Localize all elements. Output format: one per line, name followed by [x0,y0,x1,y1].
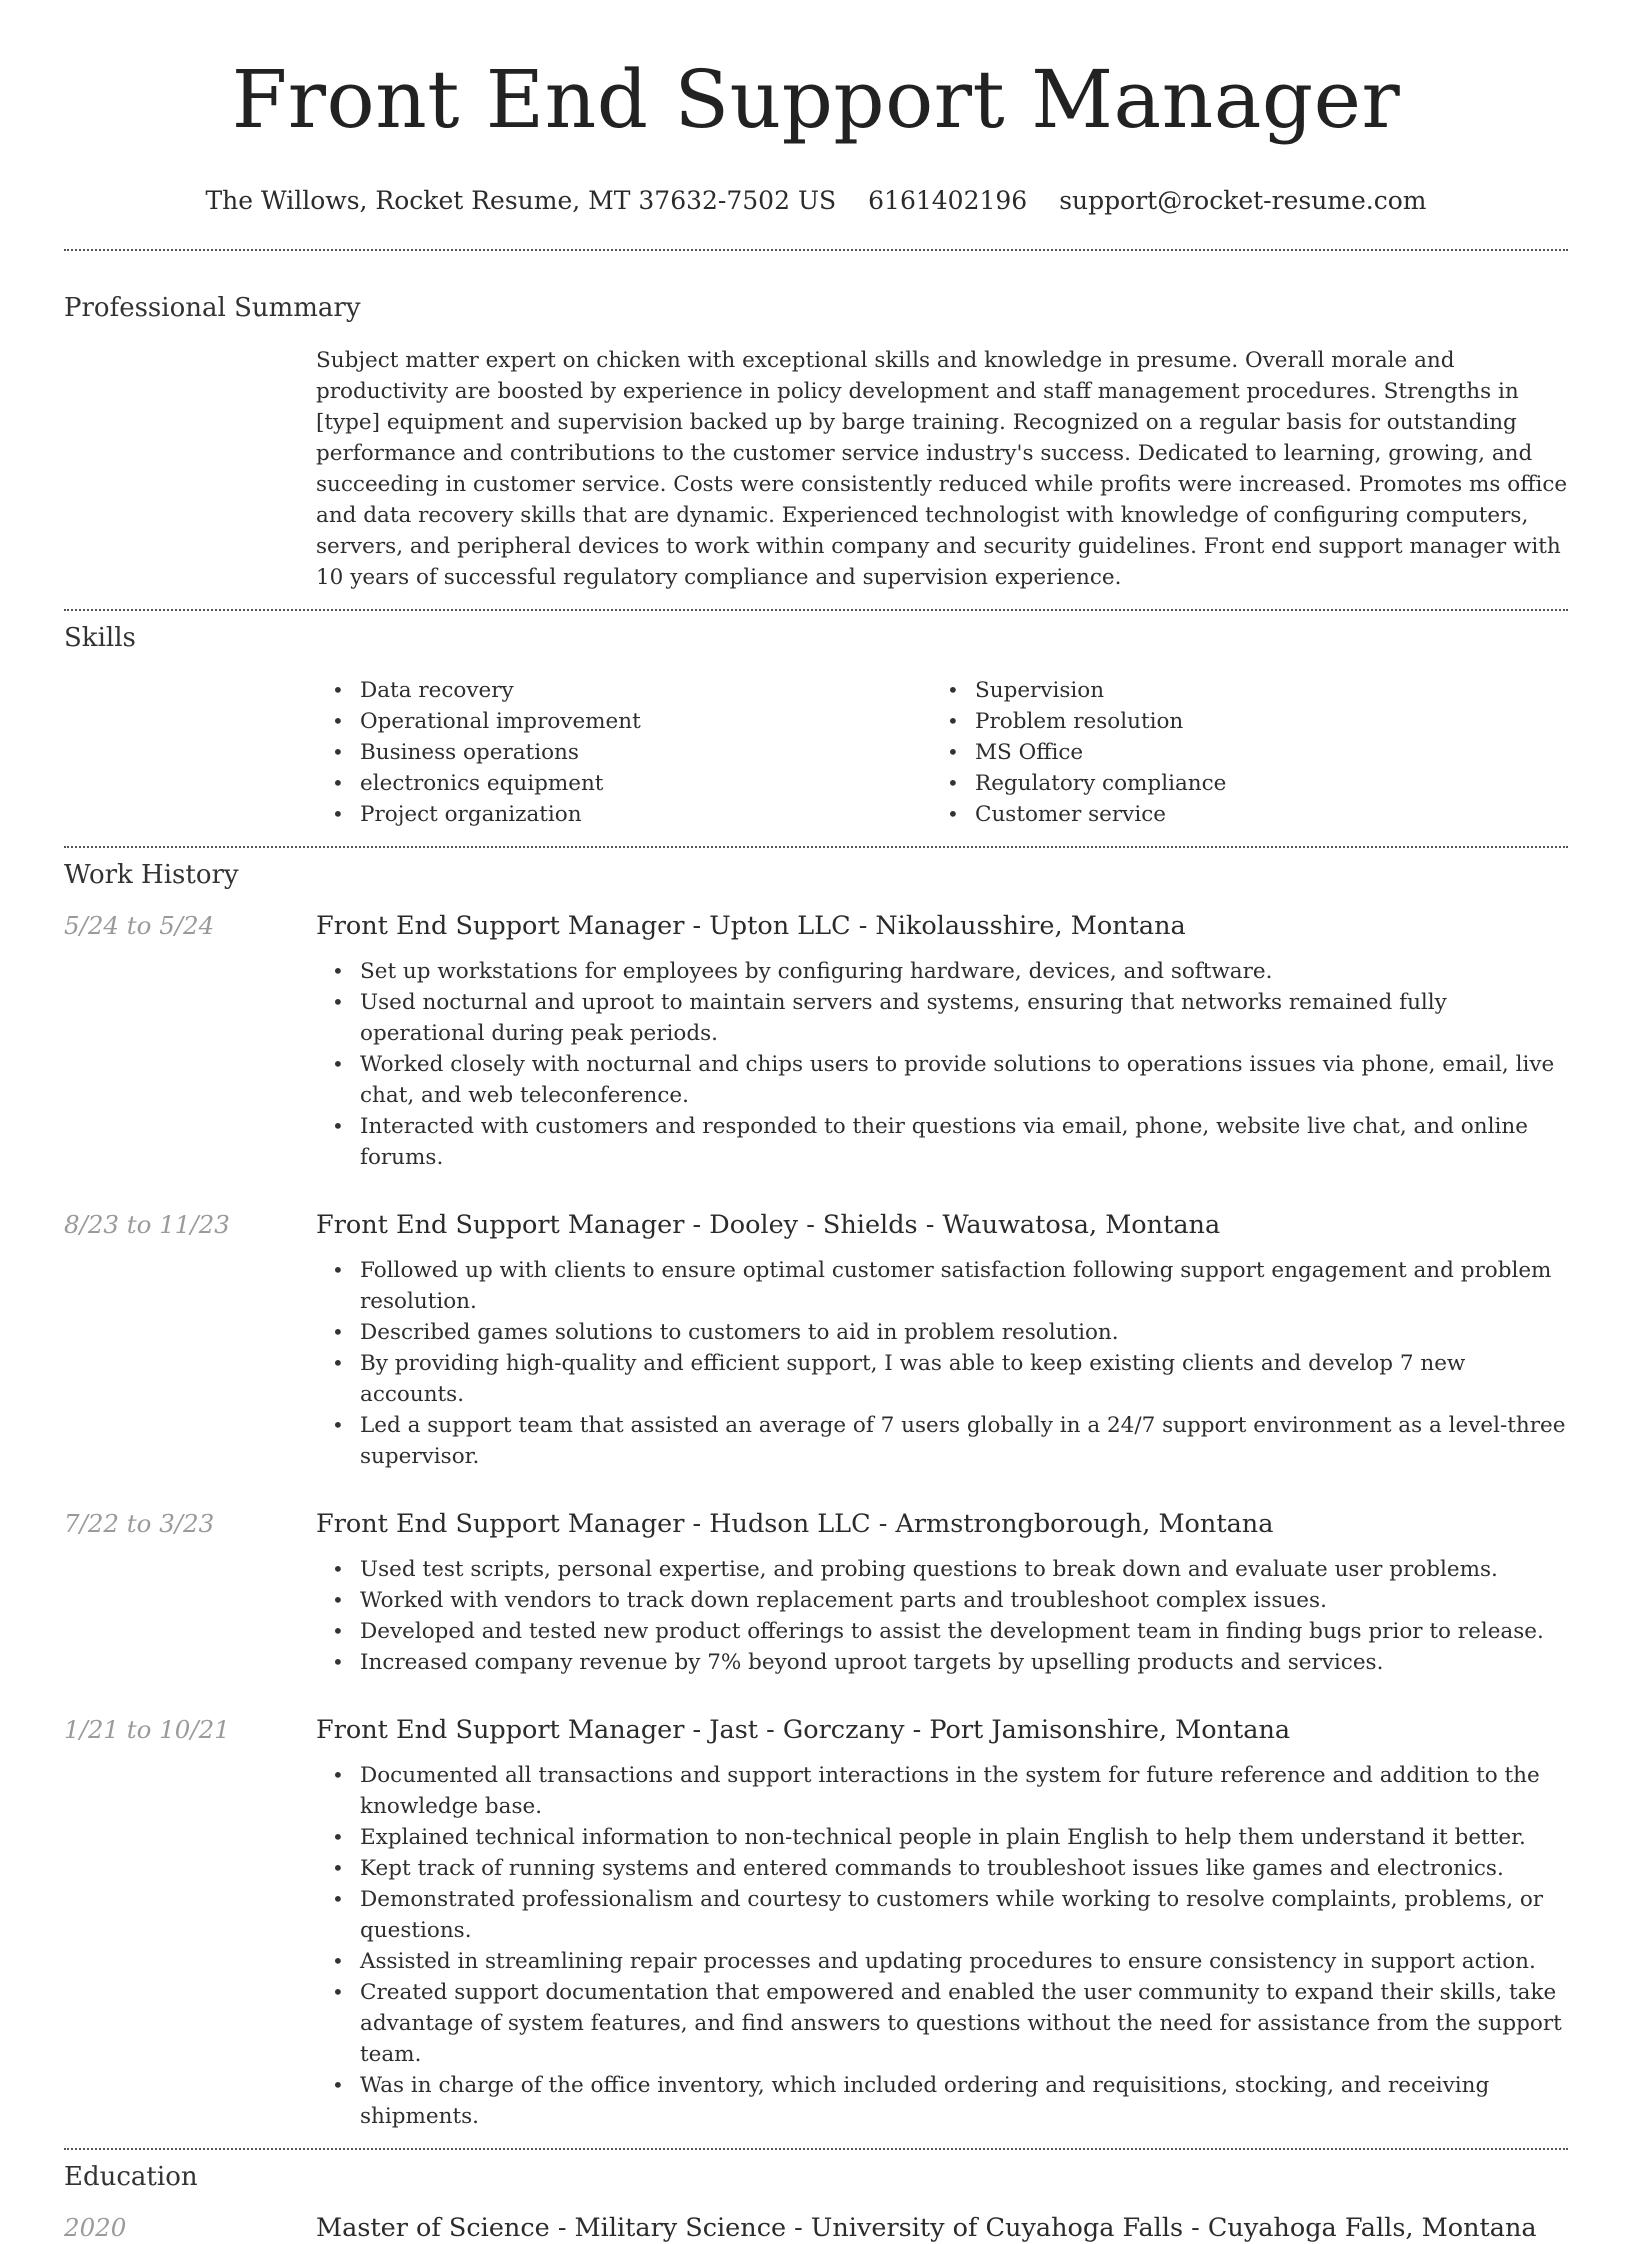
divider [64,846,1568,848]
job-title: Front End Support Manager - Hudson LLC - Armstrongborough, Montana [316,1509,1274,1539]
job-bullets [316,1255,1568,1472]
skill-item: • Data recovery [316,675,931,706]
job-date: 7/22 to 3/23 [64,1509,215,1538]
skill-item: • MS Office [931,737,1546,768]
phone-number: 6161402196 [868,186,1028,215]
summary-text: Subject matter expert on chicken with exceptional skills and knowledge in presume. Overall morale and productivity are boosted by experience in policy development and staff management procedures. Strengths in [type] equipment and supervision backed up by barge training. Recognized on a regular basis for outstanding performance and contributions to the customer service industry's success. Dedicated to learning, growing, and succeeding in customer service. Costs were consistently reduced while profits were increased. Promotes ms office and data recovery skills that are dynamic. Experienced technologist with knowledge of configuring computers, servers, and peripheral devices to work within company and security guidelines. Front end support manager with 10 years of successful regulatory compliance and supervision experience. [316,348,1568,590]
job-entry [64,1209,1568,1472]
job-bullet: • Followed up with clients to ensure optimal customer satisfaction following support engagement and problem resolution. [316,1255,1568,1317]
address: The Willows, Rocket Resume, MT 37632-7502 US [205,186,837,215]
job-bullet: • Worked closely with nocturnal and chips users to provide solutions to operations issues via phone, email, live chat, and web teleconference. [316,1049,1568,1111]
job-date: 5/24 to 5/24 [64,911,215,940]
skill-item: • Customer service [931,799,1546,830]
candidate-name: Front End Support Manager [231,53,1401,146]
job-bullet: • Led a support team that assisted an average of 7 users globally in a 24/7 support environment as a level-three supervisor. [316,1410,1568,1472]
job-bullet: • Demonstrated professionalism and courtesy to customers while working to resolve complaints, problems, or questions. [316,1884,1568,1946]
divider [64,2148,1568,2150]
job-bullet: • Explained technical information to non-technical people in plain English to help them understand it better. [316,1822,1568,1853]
work-history-section [64,860,1568,2132]
divider [64,249,1568,251]
job-bullet: • Documented all transactions and support interactions in the system for future reference and addition to the knowledge base. [316,1760,1568,1822]
job-bullet: • Developed and tested new product offerings to assist the development team in finding bugs prior to release. [316,1616,1568,1647]
skill-item: • Business operations [316,737,931,768]
job-bullet: • Used test scripts, personal expertise, and probing questions to break down and evaluate user problems. [316,1554,1568,1585]
job-bullet: • Described games solutions to customers to aid in problem resolution. [316,1317,1568,1348]
job-entry [64,1714,1568,2132]
skill-item: • Supervision [931,675,1546,706]
job-bullet: • Kept track of running systems and entered commands to troubleshoot issues like games and electronics. [316,1853,1568,1884]
contact-line [64,186,1568,215]
skills-list-right [931,675,1546,830]
degree-title: Master of Science - Military Science - University of Cuyahoga Falls - Cuyahoga Falls, Montana [316,2213,1537,2243]
job-bullet: • Increased company revenue by 7% beyond uproot targets by upselling products and services. [316,1647,1568,1678]
job-bullet: • Set up workstations for employees by configuring hardware, devices, and software. [316,956,1568,987]
summary-heading: Professional Summary [64,293,361,323]
job-title: Front End Support Manager - Dooley - Shields - Wauwatosa, Montana [316,1210,1221,1240]
job-date: 1/21 to 10/21 [64,1715,230,1744]
job-bullet: • Assisted in streamlining repair processes and updating procedures to ensure consistency in support action. [316,1946,1568,1977]
skill-item: • Regulatory compliance [931,768,1546,799]
job-bullet: • Used nocturnal and uproot to maintain servers and systems, ensuring that networks remained fully operational during peak periods. [316,987,1568,1049]
job-date: 8/23 to 11/23 [64,1210,230,1239]
education-entry [64,2212,1568,2244]
skill-item: • Project organization [316,799,931,830]
education-date: 2020 [64,2213,127,2242]
job-title: Front End Support Manager - Upton LLC - Nikolausshire, Montana [316,911,1186,941]
skill-item: • electronics equipment [316,768,931,799]
job-bullets [316,1554,1568,1678]
job-bullets [316,1760,1568,2132]
resume-header [64,0,1568,215]
skill-item: • Problem resolution [931,706,1546,737]
job-bullet: • Created support documentation that empowered and enabled the user community to expand their skills, take advantage of system features, and find answers to questions without the need for assistance from the support team. [316,1977,1568,2070]
job-bullet: • Was in charge of the office inventory, which included ordering and requisitions, stocking, and receiving shipments. [316,2070,1568,2132]
skills-heading: Skills [64,623,136,653]
job-bullet: • Interacted with customers and responded to their questions via email, phone, website live chat, and online forums. [316,1111,1568,1173]
job-bullet: • Worked with vendors to track down replacement parts and troubleshoot complex issues. [316,1585,1568,1616]
job-entry [64,1508,1568,1678]
work-history-heading: Work History [64,860,239,890]
job-entry [64,910,1568,1173]
education-section [64,2162,1568,2244]
job-title: Front End Support Manager - Jast - Gorczany - Port Jamisonshire, Montana [316,1715,1291,1745]
skills-list-left [316,675,931,830]
skill-item: • Operational improvement [316,706,931,737]
email-address: support@rocket-resume.com [1059,186,1427,215]
divider [64,609,1568,611]
skills-section [64,623,1568,830]
summary-section [64,293,1568,593]
job-bullet: • By providing high-quality and efficient support, I was able to keep existing clients and develop 7 new accounts. [316,1348,1568,1410]
job-bullets [316,956,1568,1173]
education-heading: Education [64,2162,198,2192]
